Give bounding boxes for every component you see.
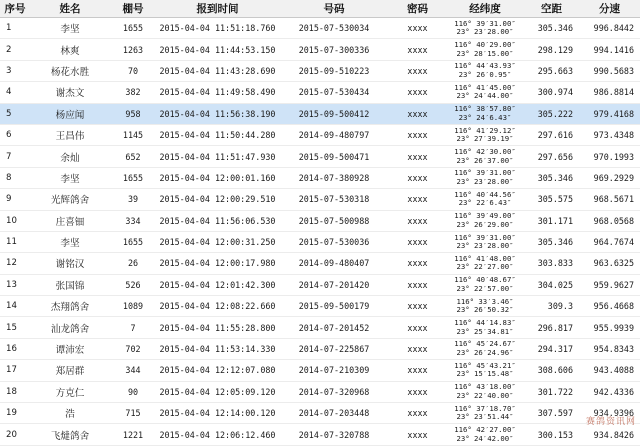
longitude-text: 116° 45′24.67″ [446,340,524,349]
ring-code: 2015-09-500471 [279,146,389,167]
longitude-text: 116° 40′44.56″ [446,191,524,200]
latitude-text: 23° 22′57.00″ [446,285,524,294]
latitude-text: 23° 27′39.19″ [446,135,524,144]
latitude-text: 23° 22′6.43″ [446,199,524,208]
speed-cell: 934.8426 [579,424,640,445]
distance-cell: 297.616 [524,124,579,145]
longitude-text: 116° 39′31.00″ [446,169,524,178]
report-time: 2015-04-04 11:53:14.330 [156,338,279,359]
row-index: 4 [0,82,30,103]
latitude-text: 23° 23′28.00″ [446,242,524,251]
header-coordinates[interactable]: 经纬度 [446,0,524,18]
distance-cell: 304.025 [524,274,579,295]
runner-name: 杨应闻 [30,103,110,124]
speed-cell: 996.8442 [579,18,640,39]
ring-code: 2015-07-530034 [279,18,389,39]
header-speed[interactable]: 分速 [579,0,640,18]
longitude-text: 116° 43′18.00″ [446,383,524,392]
table-row[interactable] [0,274,640,295]
coordinates-cell [446,274,524,295]
distance-cell: 307.597 [524,403,579,424]
speed-cell: 994.1416 [579,39,640,60]
latitude-text: 23° 23′28.00″ [446,28,524,37]
shed-number: 1655 [110,231,156,252]
password-cell: xxxx [389,317,446,338]
speed-cell: 973.4348 [579,124,640,145]
table-row[interactable] [0,338,640,359]
password-cell: xxxx [389,403,446,424]
coordinates-cell [446,60,524,81]
latitude-text: 23° 26′29.00″ [446,221,524,230]
report-time: 2015-04-04 11:44:53.150 [156,39,279,60]
table-header [0,0,640,18]
speed-cell: 968.0568 [579,210,640,231]
shed-number: 7 [110,317,156,338]
speed-cell: 990.5683 [579,60,640,81]
report-time: 2015-04-04 11:51:18.760 [156,18,279,39]
speed-cell: 969.2929 [579,167,640,188]
shed-number: 702 [110,338,156,359]
distance-cell: 301.171 [524,210,579,231]
password-cell: xxxx [389,296,446,317]
ring-code: 2014-09-480797 [279,124,389,145]
report-time: 2015-04-04 12:12:07.080 [156,360,279,381]
runner-name: 飞燵鸽舍 [30,424,110,445]
coordinates-cell [446,82,524,103]
shed-number: 26 [110,253,156,274]
latitude-text: 23° 24′42.00″ [446,435,524,444]
report-time: 2015-04-04 12:06:12.460 [156,424,279,445]
report-time: 2015-04-04 11:43:28.690 [156,60,279,81]
latitude-text: 23° 24′44.00″ [446,92,524,101]
watermark-logo: 赛鸽资讯网 [586,414,636,427]
header-shed[interactable]: 棚号 [110,0,156,18]
ring-code: 2014-07-203448 [279,403,389,424]
row-index: 14 [0,296,30,317]
table-row[interactable] [0,403,640,424]
runner-name: 郑居群 [30,360,110,381]
shed-number: 70 [110,60,156,81]
row-index: 8 [0,167,30,188]
longitude-text: 116° 41′48.00″ [446,255,524,264]
runner-name: 庄喜钿 [30,210,110,231]
password-cell: xxxx [389,189,446,210]
shed-number: 344 [110,360,156,381]
coordinates-cell [446,189,524,210]
latitude-text: 23° 15′15.48″ [446,370,524,379]
runner-name: 谢杰文 [30,82,110,103]
table-row[interactable] [0,381,640,402]
runner-name: 李坚 [30,167,110,188]
distance-cell: 305.222 [524,103,579,124]
distance-cell: 305.346 [524,231,579,252]
coordinates-cell [446,424,524,445]
password-cell: xxxx [389,167,446,188]
password-cell: xxxx [389,253,446,274]
shed-number: 1221 [110,424,156,445]
coordinates-cell [446,124,524,145]
coordinates-cell [446,317,524,338]
report-time: 2015-04-04 11:50:44.280 [156,124,279,145]
table-row[interactable] [0,360,640,381]
table-row[interactable] [0,231,640,252]
ring-code: 2015-07-530318 [279,189,389,210]
table-row[interactable] [0,146,640,167]
shed-number: 334 [110,210,156,231]
shed-number: 1089 [110,296,156,317]
coordinates-cell [446,18,524,39]
table-row[interactable] [0,39,640,60]
ring-code: 2014-07-210309 [279,360,389,381]
longitude-text: 116° 41′45.00″ [446,84,524,93]
table-row[interactable] [0,253,640,274]
speed-cell: 970.1993 [579,146,640,167]
distance-cell: 303.833 [524,253,579,274]
report-time: 2015-04-04 12:14:00.120 [156,403,279,424]
table-row[interactable] [0,60,640,81]
distance-cell: 305.346 [524,18,579,39]
password-cell: xxxx [389,124,446,145]
runner-name: 李坚 [30,18,110,39]
report-time: 2015-04-04 12:01:42.300 [156,274,279,295]
report-time: 2015-04-04 12:00:17.980 [156,253,279,274]
distance-cell: 295.663 [524,60,579,81]
table-row[interactable] [0,124,640,145]
runner-name: 李坚 [30,231,110,252]
coordinates-cell [446,231,524,252]
password-cell: xxxx [389,231,446,252]
row-index: 17 [0,360,30,381]
shed-number: 1263 [110,39,156,60]
runner-name: 杨花水胜 [30,60,110,81]
speed-cell: 956.4668 [579,296,640,317]
table-row[interactable] [0,424,640,445]
coordinates-cell [446,210,524,231]
header-password[interactable]: 密码 [389,0,446,18]
header-code[interactable]: 号码 [279,0,389,18]
distance-cell: 300.974 [524,82,579,103]
longitude-text: 116° 39′31.00″ [446,234,524,243]
longitude-text: 116° 45′43.21″ [446,362,524,371]
password-cell: xxxx [389,103,446,124]
report-time: 2015-04-04 11:56:06.530 [156,210,279,231]
table-row[interactable] [0,167,640,188]
ring-code: 2014-07-201452 [279,317,389,338]
row-index: 20 [0,424,30,445]
table-row[interactable] [0,189,640,210]
runner-name: 林爽 [30,39,110,60]
shed-number: 90 [110,381,156,402]
longitude-text: 116° 39′49.00″ [446,212,524,221]
report-time: 2015-04-04 12:08:22.660 [156,296,279,317]
latitude-text: 23° 24′6.43″ [446,114,524,123]
speed-cell: 963.6325 [579,253,640,274]
table-row[interactable] [0,210,640,231]
row-index: 12 [0,253,30,274]
row-index: 5 [0,103,30,124]
shed-number: 1655 [110,18,156,39]
coordinates-cell [446,167,524,188]
row-index: 2 [0,39,30,60]
runner-name: 汕龙鸽舍 [30,317,110,338]
ring-code: 2014-07-320968 [279,381,389,402]
row-index: 10 [0,210,30,231]
runner-name: 光辉鸽舍 [30,189,110,210]
table-row[interactable] [0,317,640,338]
speed-cell: 986.8814 [579,82,640,103]
speed-cell: 968.5671 [579,189,640,210]
row-index: 9 [0,189,30,210]
password-cell: xxxx [389,274,446,295]
shed-number: 652 [110,146,156,167]
password-cell: xxxx [389,381,446,402]
row-index: 15 [0,317,30,338]
ring-code: 2014-07-225867 [279,338,389,359]
row-index: 1 [0,18,30,39]
table-row[interactable] [0,296,640,317]
row-index: 7 [0,146,30,167]
speed-cell: 964.7674 [579,231,640,252]
header-index[interactable]: 序号 [0,0,30,18]
longitude-text: 116° 38′57.80″ [446,105,524,114]
password-cell: xxxx [389,210,446,231]
row-index: 13 [0,274,30,295]
row-index: 3 [0,60,30,81]
longitude-text: 116° 40′48.67″ [446,276,524,285]
runner-name: 谢铭汉 [30,253,110,274]
runner-name: 余灿 [30,146,110,167]
ring-code: 2014-07-380928 [279,167,389,188]
longitude-text: 116° 39′31.00″ [446,20,524,29]
row-index: 6 [0,124,30,145]
table-row[interactable] [0,82,640,103]
password-cell: xxxx [389,360,446,381]
speed-cell: 943.4088 [579,360,640,381]
coordinates-cell [446,296,524,317]
report-time: 2015-04-04 11:51:47.930 [156,146,279,167]
coordinates-cell [446,253,524,274]
runner-name: 王昌伟 [30,124,110,145]
runner-name: 方克仁 [30,381,110,402]
shed-number: 526 [110,274,156,295]
latitude-text: 23° 26′0.95″ [446,71,524,80]
shed-number: 958 [110,103,156,124]
report-time: 2015-04-04 12:05:09.120 [156,381,279,402]
password-cell: xxxx [389,146,446,167]
longitude-text: 116° 42′30.00″ [446,148,524,157]
runner-name: 杰翔鸽舍 [30,296,110,317]
speed-cell: 959.9627 [579,274,640,295]
coordinates-cell [446,103,524,124]
latitude-text: 23° 25′34.81″ [446,328,524,337]
distance-cell: 301.722 [524,381,579,402]
latitude-text: 23° 26′37.00″ [446,157,524,166]
distance-cell: 294.317 [524,338,579,359]
speed-cell: 934.9396 [579,403,640,424]
latitude-text: 23° 23′28.00″ [446,178,524,187]
latitude-text: 23° 26′24.96″ [446,349,524,358]
ring-code: 2015-09-510223 [279,60,389,81]
ring-code: 2015-07-300336 [279,39,389,60]
password-cell: xxxx [389,338,446,359]
table-row[interactable] [0,18,640,39]
coordinates-cell [446,381,524,402]
speed-cell: 979.4168 [579,103,640,124]
row-index: 11 [0,231,30,252]
ring-code: 2015-07-500988 [279,210,389,231]
table-row[interactable] [0,103,640,124]
coordinates-cell [446,403,524,424]
runner-name: 张国锦 [30,274,110,295]
ring-code: 2014-07-201420 [279,274,389,295]
row-index: 18 [0,381,30,402]
speed-cell: 942.4336 [579,381,640,402]
latitude-text: 23° 22′27.00″ [446,263,524,272]
runner-name: 浩 [30,403,110,424]
distance-cell: 300.153 [524,424,579,445]
longitude-text: 116° 44′14.83″ [446,319,524,328]
longitude-text: 116° 37′18.70″ [446,405,524,414]
shed-number: 715 [110,403,156,424]
coordinates-cell [446,39,524,60]
latitude-text: 23° 22′40.00″ [446,392,524,401]
password-cell: xxxx [389,18,446,39]
report-time: 2015-04-04 12:00:29.510 [156,189,279,210]
report-time: 2015-04-04 11:49:58.490 [156,82,279,103]
report-time: 2015-04-04 11:55:28.800 [156,317,279,338]
password-cell: xxxx [389,424,446,445]
longitude-text: 116° 41′29.12″ [446,127,524,136]
distance-cell: 296.817 [524,317,579,338]
password-cell: xxxx [389,39,446,60]
longitude-text: 116° 44′43.93″ [446,62,524,71]
header-time[interactable]: 报到时间 [156,0,279,18]
shed-number: 1655 [110,167,156,188]
distance-cell: 298.129 [524,39,579,60]
coordinates-cell [446,146,524,167]
password-cell: xxxx [389,82,446,103]
speed-cell: 954.8343 [579,338,640,359]
latitude-text: 23° 26′50.32″ [446,306,524,315]
longitude-text: 116° 42′27.00″ [446,426,524,435]
longitude-text: 116° 40′29.00″ [446,41,524,50]
row-index: 19 [0,403,30,424]
ring-code: 2014-09-480407 [279,253,389,274]
password-cell: xxxx [389,60,446,81]
longitude-text: 116° 33′3.46″ [446,298,524,307]
ring-code: 2015-07-530036 [279,231,389,252]
header-name[interactable]: 姓名 [30,0,110,18]
latitude-text: 23° 23′51.44″ [446,413,524,422]
coordinates-cell [446,338,524,359]
distance-cell: 308.606 [524,360,579,381]
runner-name: 谭沛宏 [30,338,110,359]
report-time: 2015-04-04 12:00:31.250 [156,231,279,252]
table-body [0,18,640,446]
row-index: 16 [0,338,30,359]
latitude-text: 23° 28′15.00″ [446,50,524,59]
shed-number: 382 [110,82,156,103]
distance-cell: 309.3 [524,296,579,317]
distance-cell: 305.346 [524,167,579,188]
ring-code: 2015-09-500179 [279,296,389,317]
distance-cell: 297.656 [524,146,579,167]
shed-number: 39 [110,189,156,210]
report-time: 2015-04-04 11:56:38.190 [156,103,279,124]
ring-code: 2015-07-530434 [279,82,389,103]
report-time: 2015-04-04 12:00:01.160 [156,167,279,188]
header-distance[interactable]: 空距 [524,0,579,18]
ring-code: 2014-07-320788 [279,424,389,445]
coordinates-cell [446,360,524,381]
ring-code: 2015-09-500412 [279,103,389,124]
speed-cell: 955.9939 [579,317,640,338]
shed-number: 1145 [110,124,156,145]
distance-cell: 305.575 [524,189,579,210]
